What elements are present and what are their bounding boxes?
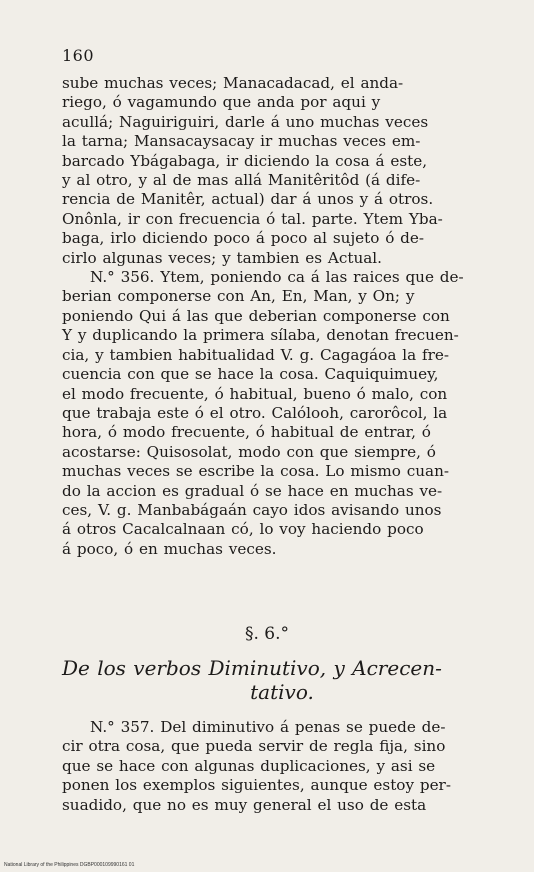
paragraph-3 xyxy=(62,718,502,815)
paragraph-3-line: cir otra cosa, que pueda servir de regla fija, sino xyxy=(62,737,446,756)
paragraph-3-line: suadido, que no es muy general el uso de esta xyxy=(62,795,427,814)
section-title-line-1: De los verbos Diminutivo, y Acrecen- xyxy=(62,656,442,680)
paragraph-2-line: hora, ó modo frecuente, ó habitual de entrar, ó xyxy=(62,423,431,442)
paragraph-2-line: muchas veces se escribe la cosa. Lo mismo cuan- xyxy=(62,462,450,481)
paragraph-3-line: N.° 357. Del diminutivo á penas se puede de- xyxy=(90,718,446,736)
paragraph-2-line: berian componerse con An, En, Man, y On; y xyxy=(62,287,415,306)
section-mark: §. 6.° xyxy=(244,624,290,644)
paragraph-1-line: sube muchas veces; Manacadacad, el anda- xyxy=(62,74,404,92)
paragraph-1-line: la tarna; Mansacaysacay ir muchas veces em- xyxy=(62,132,421,151)
paragraph-2-line: cia, y tambien habitualidad V. g. Cagagáoa la fre- xyxy=(62,345,449,364)
paragraph-3-line: que se hace con algunas duplicaciones, y asi se xyxy=(62,756,436,775)
paragraph-1-line: acullá; Naguiriguiri, darle á uno muchas veces xyxy=(62,112,429,131)
paragraph-2-line: á otros Cacalcalnaan có, lo voy haciendo poco xyxy=(62,520,424,539)
paragraph-1-line: riego, ó vagamundo que anda por aqui y xyxy=(62,93,381,112)
paragraph-3-line: ponen los exemplos siguientes, aunque estoy per- xyxy=(62,776,451,795)
paragraph-1-line: y al otro, y al de mas allá Manitêritôd (á dife- xyxy=(62,171,421,190)
paragraph-1-line: rencia de Manitêr, actual) dar á unos y á otros. xyxy=(62,190,434,209)
paragraph-1-line: Onônla, ir con frecuencia ó tal. parte. Ytem Yba- xyxy=(62,209,443,228)
paragraph-2-line: acostarse: Quisosolat, modo con que siempre, ó xyxy=(62,442,436,461)
footer-credit: National Library of the Philippines DGBP000109990161 01 xyxy=(4,862,135,868)
paragraph-1-line: baga, irlo diciendo poco á poco al sujeto ó de- xyxy=(62,229,425,248)
paragraph-2-line: do la accion es gradual ó se hace en muchas ve- xyxy=(62,481,443,500)
paragraph-2-line: ces, V. g. Manbabágaán cayo idos avisando unos xyxy=(62,500,442,519)
paragraph-2-line: á poco, ó en muchas veces. xyxy=(62,539,277,558)
paragraph-2-line: cuencia con que se hace la cosa. Caquiquimuey, xyxy=(62,365,439,384)
paragraph-2-line: Y y duplicando la primera sílaba, denotan frecuen- xyxy=(62,326,459,345)
page-number: 160 xyxy=(62,46,95,65)
paragraph-2-line: poniendo Qui á las que deberian componerse con xyxy=(62,306,450,325)
paragraph-2-line: el modo frecuente, ó habitual, bueno ó malo, con xyxy=(62,384,448,403)
section-title xyxy=(62,656,502,704)
paragraph-1-line: barcado Ybágabaga, ir diciendo la cosa á este, xyxy=(62,151,428,170)
section-title-line-2: tativo. xyxy=(250,680,314,704)
paragraph-1 xyxy=(62,74,502,559)
paragraph-1-line: cirlo algunas veces; y tambien es Actual. xyxy=(62,248,382,267)
paragraph-2-line: que trabaja este ó el otro. Calólooh, carorôcol, la xyxy=(62,403,448,422)
paragraph-2-line: N.° 356. Ytem, poniendo ca á las raices que de- xyxy=(90,268,464,287)
